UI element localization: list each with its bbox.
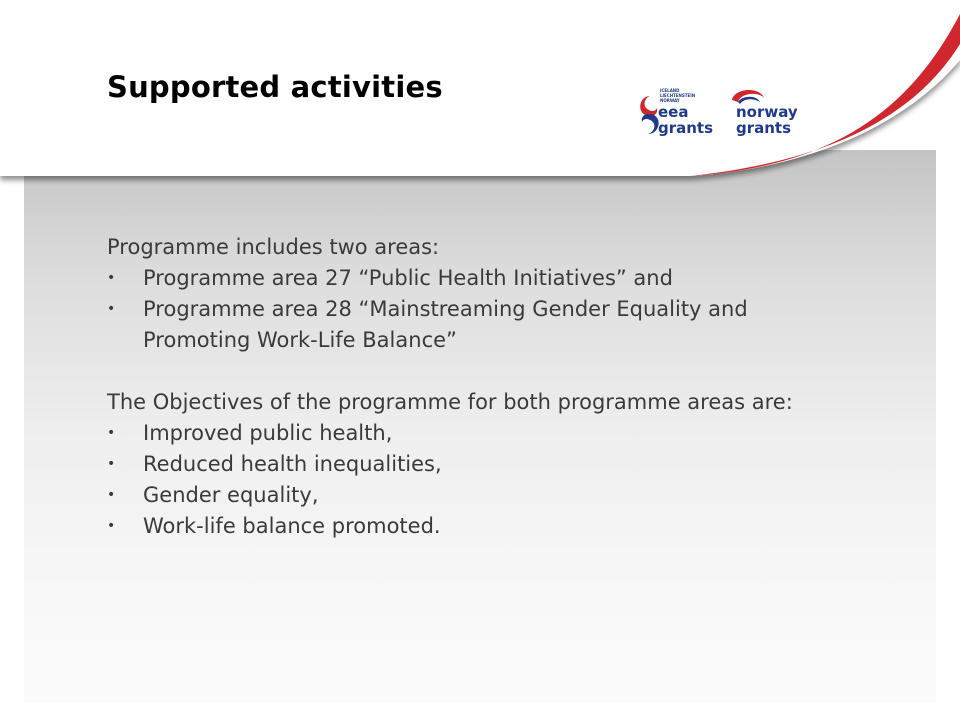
list-item: [107, 263, 847, 294]
paragraph-spacer: [107, 356, 847, 387]
bullet-icon: •: [107, 456, 116, 472]
eea-small-line-1: ICELAND: [660, 88, 680, 93]
eea-logo-word-1: eea: [658, 103, 689, 121]
bullet-icon: •: [107, 270, 116, 286]
eea-small-line-2: LIECHTENSTEIN: [660, 93, 696, 98]
sponsor-logos: [636, 86, 816, 140]
list-item: [107, 449, 847, 480]
eea-small-line-3: NORWAY: [660, 98, 680, 103]
list-item-text: Work-life balance promoted.: [143, 514, 441, 538]
norway-logo-word-2: grants: [736, 119, 792, 137]
eea-grants-logo-icon: [640, 88, 713, 137]
bullet-icon: •: [107, 487, 116, 503]
bullet-icon: •: [107, 301, 116, 317]
norway-grants-logo-icon: [732, 90, 798, 137]
norway-logo-word-1: norway: [736, 103, 798, 121]
areas-list: [107, 263, 847, 356]
list-item: [107, 480, 847, 511]
eea-logo-word-2: grants: [658, 119, 714, 137]
bullet-icon: •: [107, 518, 116, 534]
list-item-text: Reduced health inequalities,: [143, 452, 442, 476]
page-title: Supported activities: [107, 70, 443, 104]
objectives-list: [107, 418, 847, 542]
list-item-text: Improved public health,: [143, 421, 393, 445]
list-item: [107, 294, 847, 356]
list-item: [107, 418, 847, 449]
list-item: [107, 511, 847, 542]
slide-body: [107, 232, 847, 542]
list-item-text: Gender equality,: [143, 483, 319, 507]
bullet-icon: •: [107, 425, 116, 441]
list-item-text: Programme area 27 “Public Health Initiatives” and: [143, 266, 673, 290]
list-item-text: Programme area 28 “Mainstreaming Gender Equality and Promoting Work-Life Balance”: [143, 297, 748, 352]
objectives-intro-text: The Objectives of the programme for both programme areas are:: [107, 390, 793, 414]
intro-text: Programme includes two areas:: [107, 235, 440, 259]
